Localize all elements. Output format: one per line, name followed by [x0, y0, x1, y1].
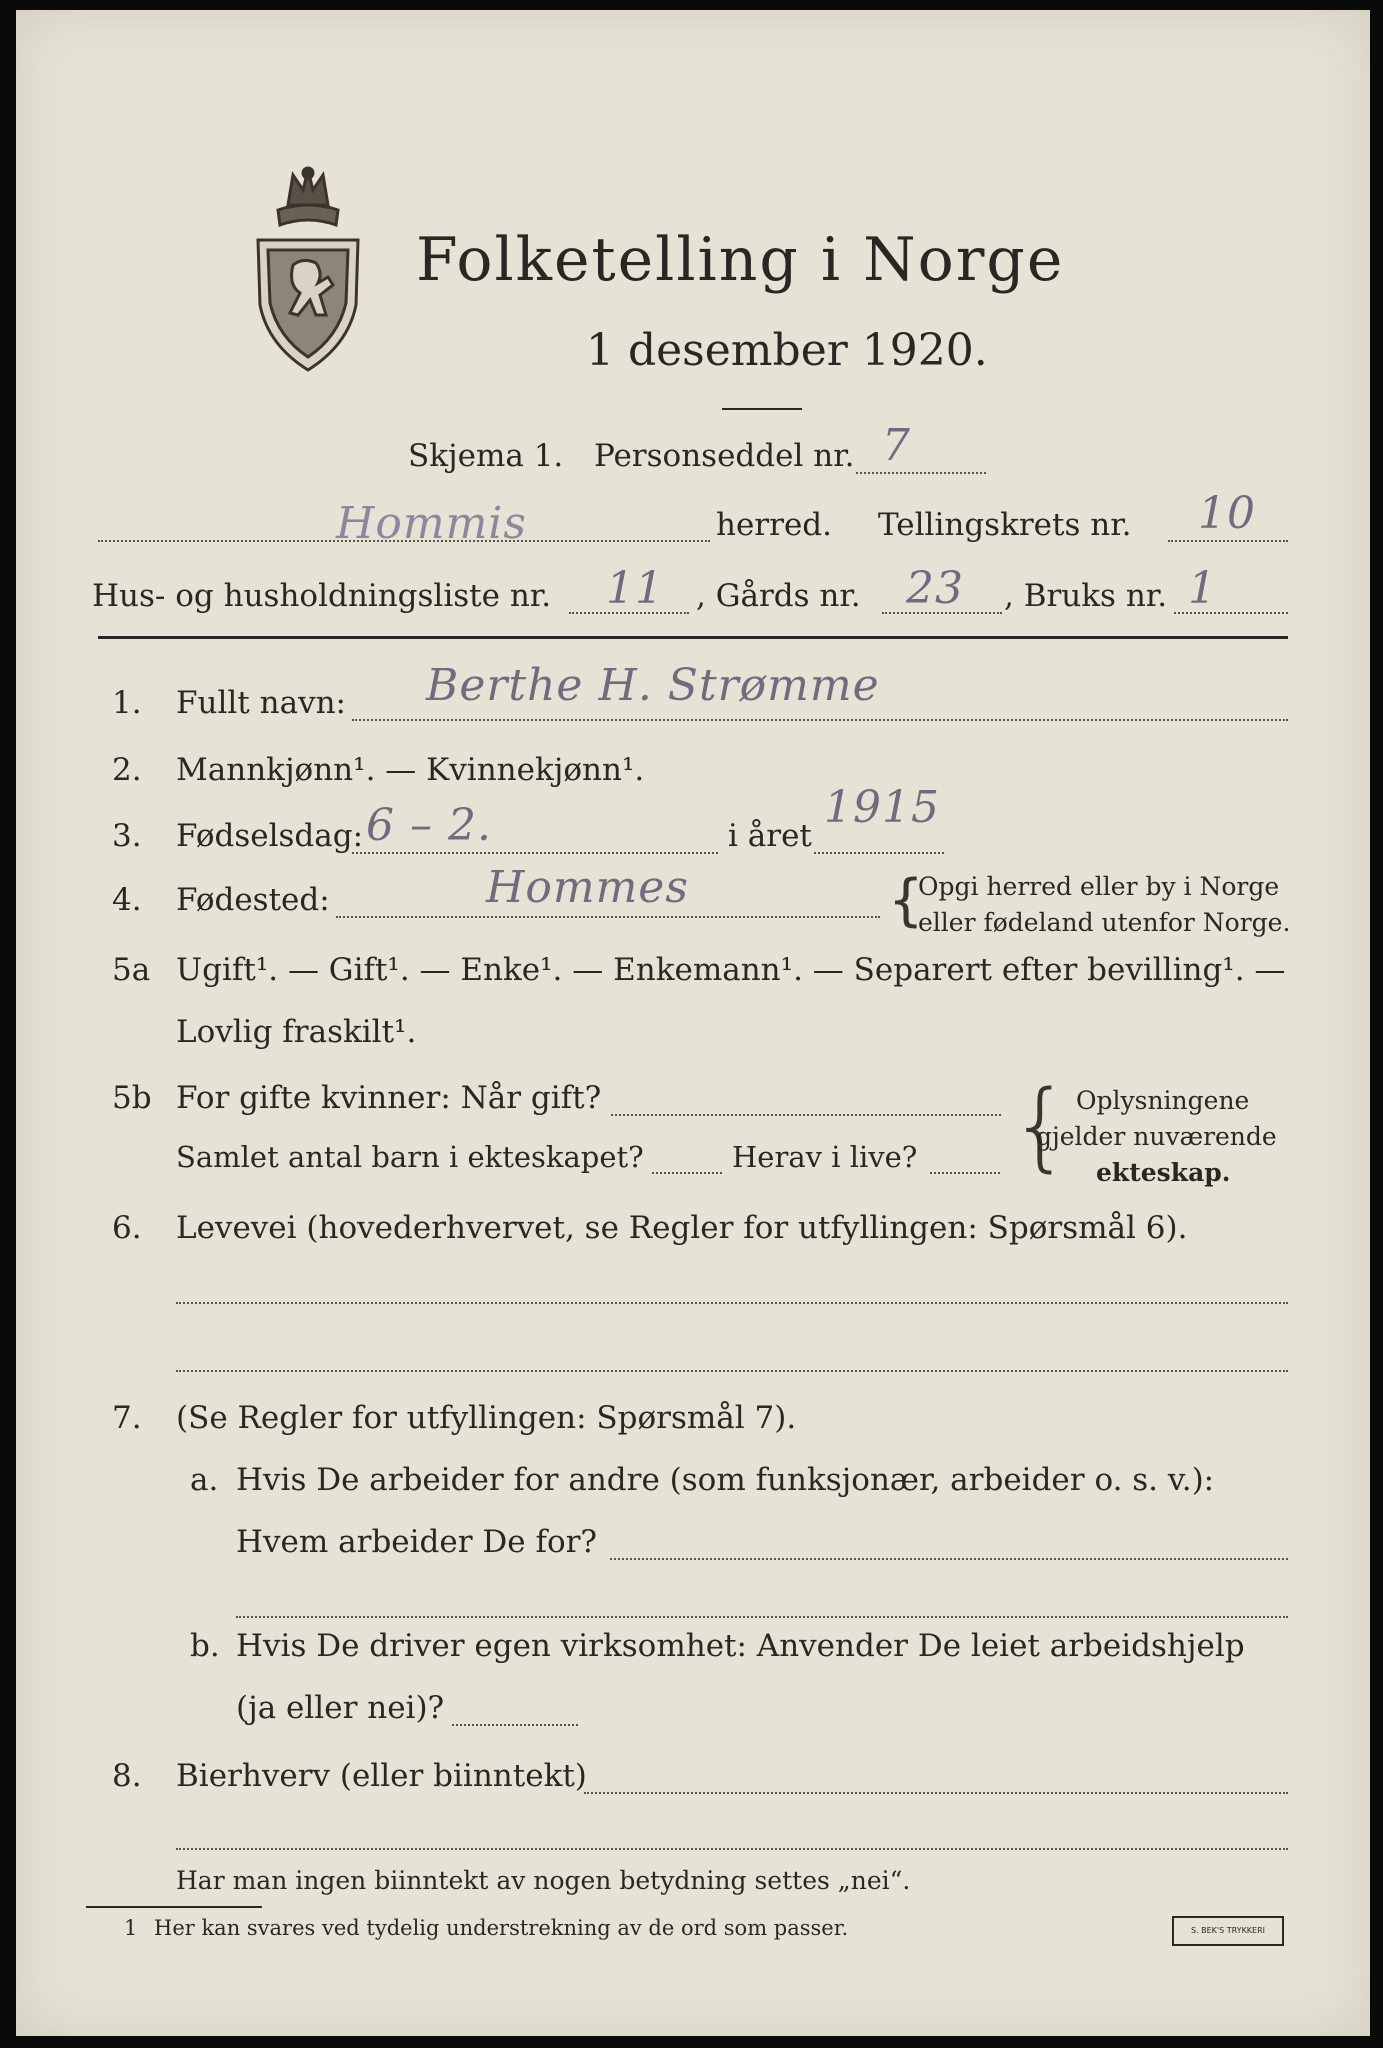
- q5b-alive-label: Herav i live?: [732, 1140, 918, 1174]
- footer-note: Har man ingen biinntekt av nogen betydning settes „nei“.: [176, 1866, 911, 1895]
- gards-value: 23: [906, 563, 964, 614]
- side-income-field[interactable]: [584, 1792, 1288, 1794]
- q3-number: 3.: [112, 818, 142, 854]
- birth-year-value: 1915: [824, 782, 940, 833]
- q6-label: Levevei (hovederhvervet, se Regler for utfyllingen: Spørsmål 6).: [176, 1210, 1188, 1246]
- q4-number: 4.: [112, 882, 142, 918]
- bruks-value: 1: [1188, 563, 1217, 614]
- marital-status-options[interactable]: Ugift¹. — Gift¹. — Enke¹. — Enkemann¹. — Separert efter bevilling¹. —: [176, 952, 1286, 988]
- full-name-value: Berthe H. Strømme: [426, 660, 880, 711]
- gards-label: , Gårds nr.: [696, 578, 861, 614]
- tellingskrets-field[interactable]: [1168, 540, 1288, 542]
- q3-label: Fødselsdag:: [176, 818, 364, 854]
- gender-options[interactable]: Mannkjønn¹. — Kvinnekjønn¹.: [176, 752, 645, 788]
- q5b-note-line3: ekteskap.: [1096, 1158, 1231, 1187]
- personseddel-value: 7: [882, 420, 911, 471]
- q4-label: Fødested:: [176, 882, 330, 918]
- q5b-married-label: For gifte kvinner: Når gift?: [176, 1080, 602, 1116]
- q7b-letter: b.: [190, 1628, 220, 1664]
- married-date-field[interactable]: [611, 1114, 1001, 1116]
- q5b-note-line2: gjelder nuværende: [1036, 1122, 1277, 1151]
- tellingskrets-value: 10: [1198, 488, 1256, 539]
- marital-status-options-2[interactable]: Lovlig fraskilt¹.: [176, 1014, 417, 1050]
- bruks-label: , Bruks nr.: [1004, 578, 1168, 614]
- q1-number: 1.: [112, 685, 142, 721]
- title-divider: [722, 408, 802, 410]
- occupation-field-1[interactable]: [176, 1302, 1288, 1304]
- census-form-sheet: [16, 10, 1370, 2036]
- q7a-line2: Hvem arbeider De for?: [236, 1524, 598, 1560]
- q8-number: 8.: [112, 1758, 142, 1794]
- q7b-line1: Hvis De driver egen virksomhet: Anvender De leiet arbeidshjelp: [236, 1628, 1245, 1664]
- printer-stamp: S. BEK'S TRYKKERI: [1172, 1916, 1284, 1946]
- coat-of-arms-icon: [248, 165, 368, 375]
- q7-number: 7.: [112, 1400, 142, 1436]
- birthplace-field[interactable]: [336, 916, 880, 918]
- employer-field[interactable]: [610, 1558, 1288, 1560]
- q7a-line1: Hvis De arbeider for andre (som funksjonær, arbeider o. s. v.):: [236, 1462, 1215, 1498]
- birthday-value: 6 – 2.: [366, 800, 492, 851]
- side-income-field-2[interactable]: [176, 1848, 1288, 1850]
- tellingskrets-label: Tellingskrets nr.: [878, 507, 1132, 543]
- q5b-children-label: Samlet antal barn i ekteskapet?: [176, 1140, 644, 1174]
- herred-label: herred.: [716, 507, 832, 543]
- personseddel-label: Personseddel nr.: [594, 438, 855, 474]
- footnote-mark: 1: [124, 1916, 138, 1940]
- census-date: 1 desember 1920.: [586, 325, 988, 376]
- husliste-label: Hus- og husholdningsliste nr.: [92, 578, 552, 614]
- year-label: i året: [728, 818, 812, 854]
- header-rule: [98, 636, 1288, 639]
- personseddel-field[interactable]: [856, 472, 986, 474]
- skjema-label: Skjema 1.: [408, 438, 564, 474]
- form-title: Folketelling i Norge: [416, 225, 1065, 295]
- q4-brace: {: [888, 868, 924, 933]
- birthplace-value: Hommes: [486, 862, 689, 913]
- hired-help-field[interactable]: [452, 1724, 578, 1726]
- occupation-field-2[interactable]: [176, 1370, 1288, 1372]
- q6-number: 6.: [112, 1210, 142, 1246]
- q5b-number: 5b: [112, 1080, 152, 1116]
- husliste-value: 11: [606, 563, 664, 614]
- q7b-line2: (ja eller nei)?: [236, 1690, 445, 1726]
- q8-label: Bierhverv (eller biinntekt): [176, 1758, 587, 1794]
- footnote-text: Her kan svares ved tydelig understrekning av de ord som passer.: [154, 1916, 849, 1940]
- q7-label: (Se Regler for utfyllingen: Spørsmål 7).: [176, 1400, 797, 1436]
- q4-note-line2: eller fødeland utenfor Norge.: [918, 908, 1291, 937]
- q2-number: 2.: [112, 752, 142, 788]
- herred-value: Hommis: [336, 498, 527, 549]
- employer-field-2[interactable]: [236, 1616, 1288, 1618]
- q5a-number: 5a: [112, 952, 151, 988]
- q1-label: Fullt navn:: [176, 685, 346, 721]
- birthday-field[interactable]: [352, 852, 718, 854]
- children-alive-field[interactable]: [930, 1172, 1000, 1174]
- footnote-rule: [86, 1906, 262, 1908]
- q5b-brace: {: [1010, 1070, 1072, 1182]
- q5b-note-line1: Oplysningene: [1076, 1086, 1250, 1115]
- full-name-field[interactable]: [352, 719, 1288, 721]
- q4-note-line1: Opgi herred eller by i Norge: [918, 872, 1280, 901]
- birth-year-field[interactable]: [814, 852, 944, 854]
- children-count-field[interactable]: [652, 1172, 722, 1174]
- q7a-letter: a.: [190, 1462, 219, 1498]
